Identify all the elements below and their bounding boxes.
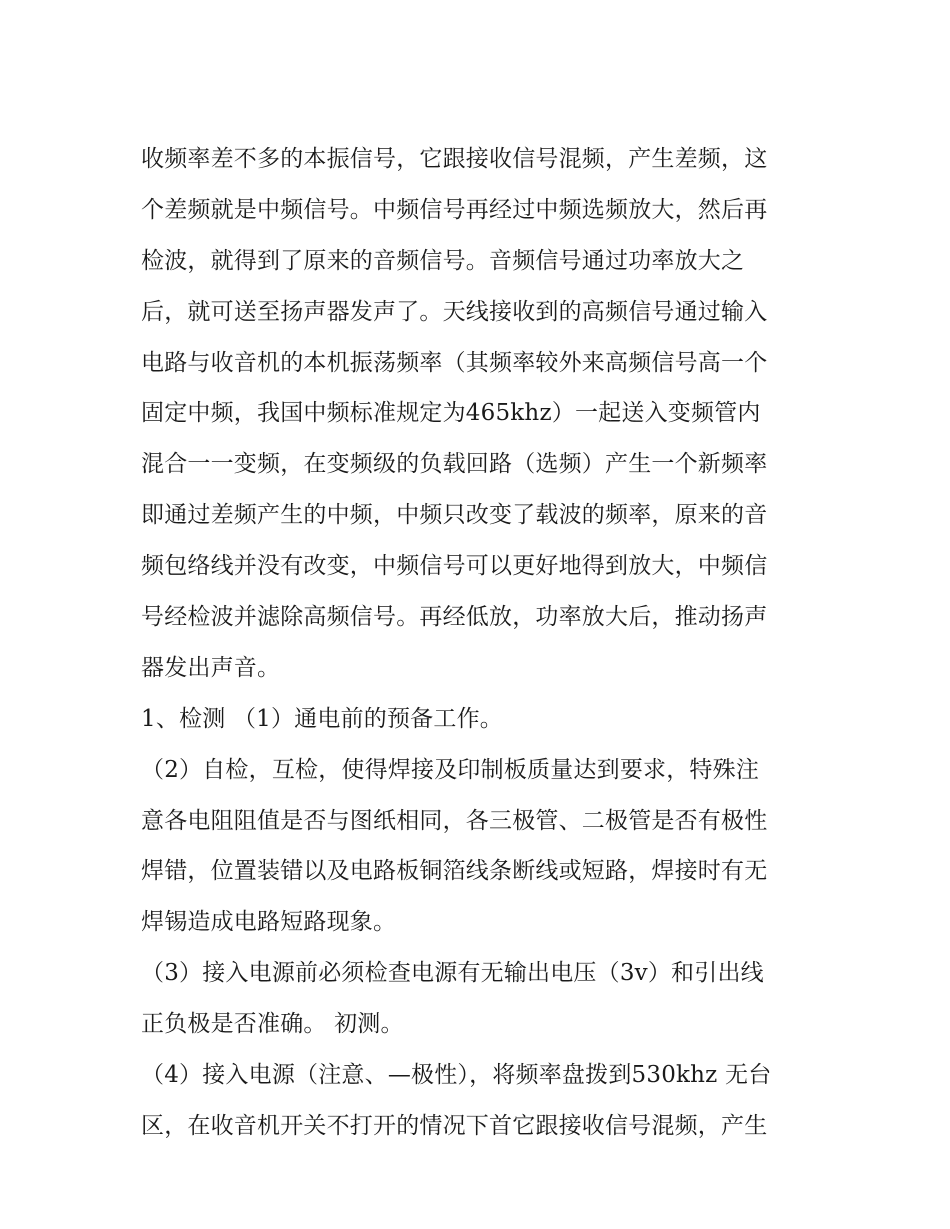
text-line: 即通过差频产生的中频，中频只改变了载波的频率，原来的音 — [141, 502, 768, 529]
list-item-4-line: （4）接入电源（注意、—极性），将频率盘拨到530khz 无台 — [141, 1062, 772, 1089]
text-line: 后，就可送至扬声器发声了。天线接收到的高频信号通过输入 — [141, 298, 768, 325]
text-line: 焊锡造成电路短路现象。 — [141, 909, 397, 936]
section-heading-line: 1、检测 （1）通电前的预备工作。 — [141, 705, 503, 732]
body-text — [141, 134, 821, 1152]
text-line: 混合一一变频，在变频级的负载回路（选频）产生一个新频率 — [141, 451, 768, 478]
text-line: 焊错，位置装错以及电路板铜箔线条断线或短路，焊接时有无 — [141, 858, 768, 885]
text-line: 正负极是否准确。 初测。 — [141, 1011, 404, 1038]
text-line: 意各电阻阻值是否与图纸相同，各三极管、二极管是否有极性 — [141, 807, 768, 834]
text-line: 收频率差不多的本振信号，它跟接收信号混频，产生差频，这 — [141, 146, 768, 172]
text-line: 器发出声音。 — [141, 654, 281, 681]
text-line: 个差频就是中频信号。中频信号再经过中频选频放大，然后再 — [141, 196, 768, 223]
text-line: 区，在收音机开关不打开的情况下首它跟接收信号混频，产生 — [141, 1112, 768, 1139]
text-line: 频包络线并没有改变，中频信号可以更好地得到放大，中频信 — [141, 553, 768, 580]
list-item-2-line: （2）自检，互检，使得焊接及印制板质量达到要求，特殊注 — [141, 756, 760, 783]
list-item-3-line: （3）接入电源前必须检查电源有无输出电压（3v）和引出线 — [141, 960, 764, 987]
text-line: 检波，就得到了原来的音频信号。音频信号通过功率放大之 — [141, 247, 745, 274]
text-line: 号经检波并滤除高频信号。再经低放，功率放大后，推动扬声 — [141, 604, 768, 631]
text-line: 固定中频，我国中频标准规定为465khz）一起送入变频管内 — [141, 400, 761, 427]
text-line: 电路与收音机的本机振荡频率（其频率较外来高频信号高一个 — [141, 349, 768, 376]
